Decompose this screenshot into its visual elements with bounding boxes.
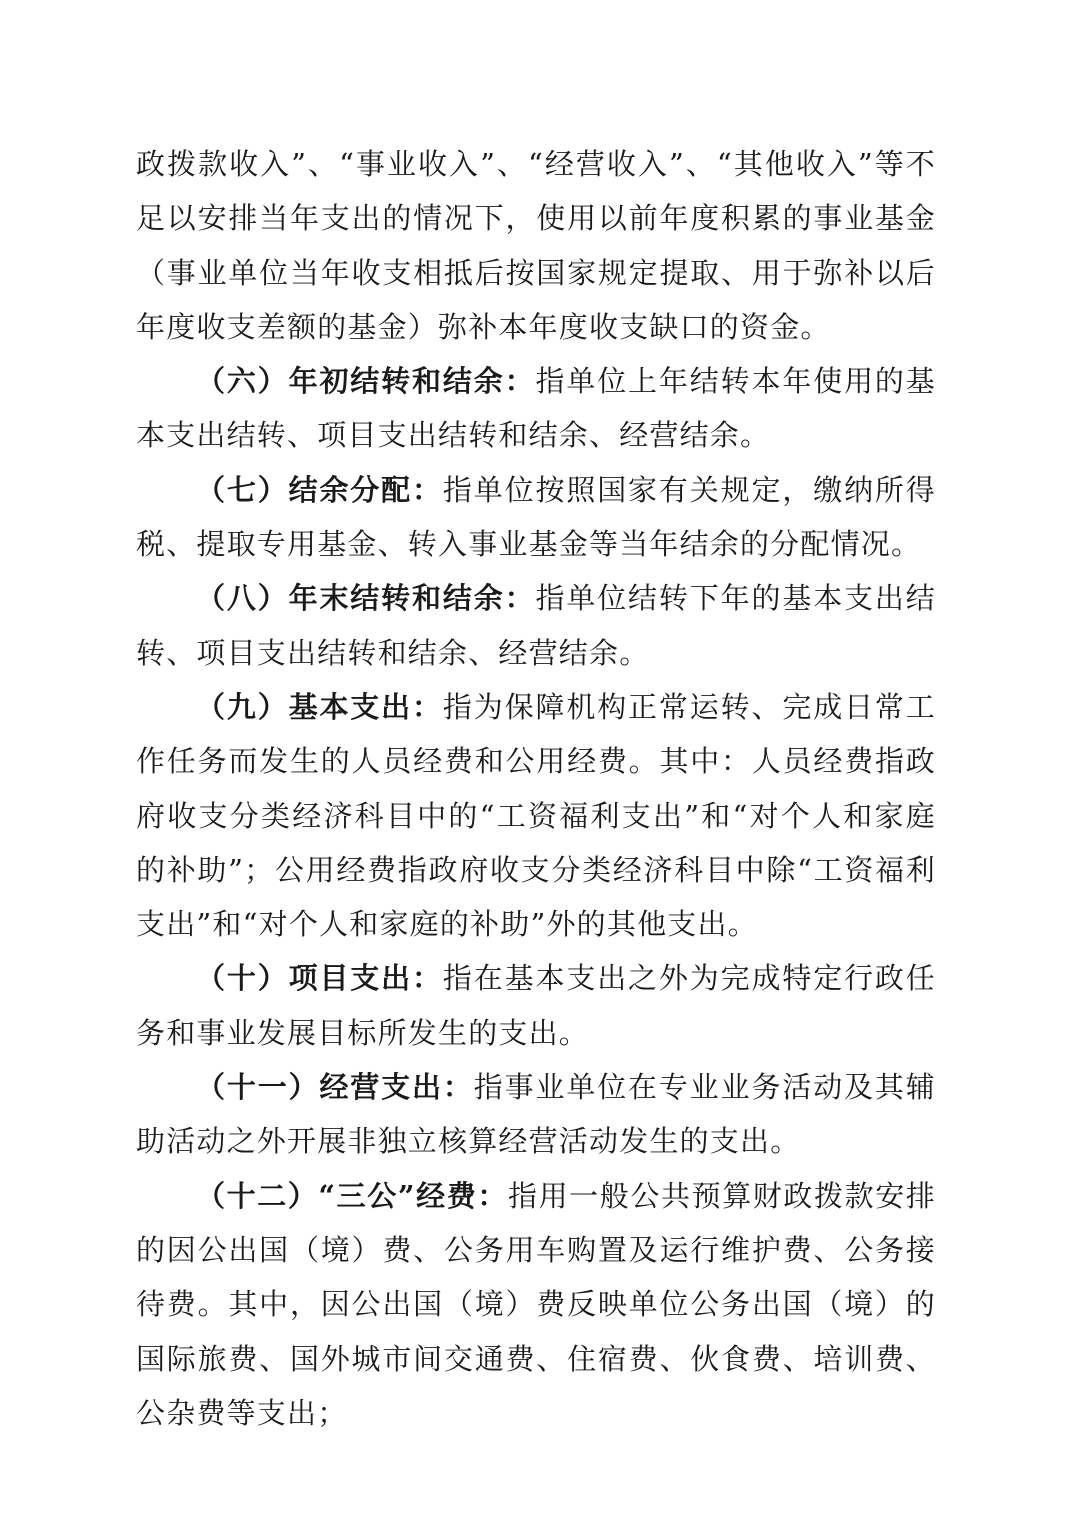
paragraph-text: 指单位上年结转本年使用的基本支出结转、项目支出结转和结余、经营结余。: [136, 364, 936, 453]
term-heading: （六）年初结转和结余：: [196, 364, 536, 399]
term-heading: （十一）经营支出：: [196, 1070, 474, 1105]
paragraph-text: 指单位按照国家有关规定，缴纳所得税、提取专用基金、转入事业基金等当年结余的分配情况。: [136, 472, 936, 562]
term-heading: （十）项目支出：: [196, 961, 443, 996]
term-heading: （九）基本支出：: [196, 689, 443, 724]
paragraph-surplus-distribution: [136, 463, 936, 572]
paragraph-text: 指为保障机构正常运转、完成日常工作任务而发生的人员经费和公用经费。其中：人员经费指政府收支分类经济科目中的“工资福利支出”和“对个人和家庭的补助”；公用经费指政府收支分类经济科目中除“工资福利支出”和“对个人和家庭的补助”外的其他支出。: [136, 689, 936, 942]
term-heading: （十二）“三公”经费：: [196, 1178, 508, 1213]
paragraph-continuation: [136, 137, 936, 354]
paragraph-carryover-end: [136, 571, 936, 680]
paragraph-text: 指在基本支出之外为完成特定行政任务和事业发展目标所发生的支出。: [136, 961, 936, 1050]
paragraph-project-expenditure: [136, 951, 936, 1060]
paragraph-text: 政拨款收入”、“事业收入”、“经营收入”、“其他收入”等不足以安排当年支出的情况下，使用以前年度积累的事业基金（事业单位当年收支相抵后按国家规定提取、用于弥补以后年度收支差额的基金）弥补本年度收支缺口的资金。: [136, 147, 936, 344]
paragraph-basic-expenditure: [136, 680, 936, 951]
paragraph-text: 指用一般公共预算财政拨款安排的因公出国（境）费、公务用车购置及运行维护费、公务接待费。其中，因公出国（境）费反映单位公务出国（境）的国际旅费、国外城市间交通费、住宿费、伙食费、培训费、公杂费等支出；: [136, 1178, 936, 1430]
paragraph-three-public-expenses: [136, 1169, 936, 1440]
paragraph-operating-expenditure: [136, 1060, 936, 1169]
paragraph-text: 指单位结转下年的基本支出结转、项目支出结转和结余、经营结余。: [136, 581, 936, 670]
paragraph-text: 指事业单位在专业业务活动及其辅助活动之外开展非独立核算经营活动发生的支出。: [136, 1070, 936, 1159]
body-text: [136, 137, 936, 1440]
term-heading: （八）年末结转和结余：: [196, 581, 536, 616]
term-heading: （七）结余分配：: [196, 472, 443, 507]
paragraph-carryover-begin: [136, 354, 936, 463]
